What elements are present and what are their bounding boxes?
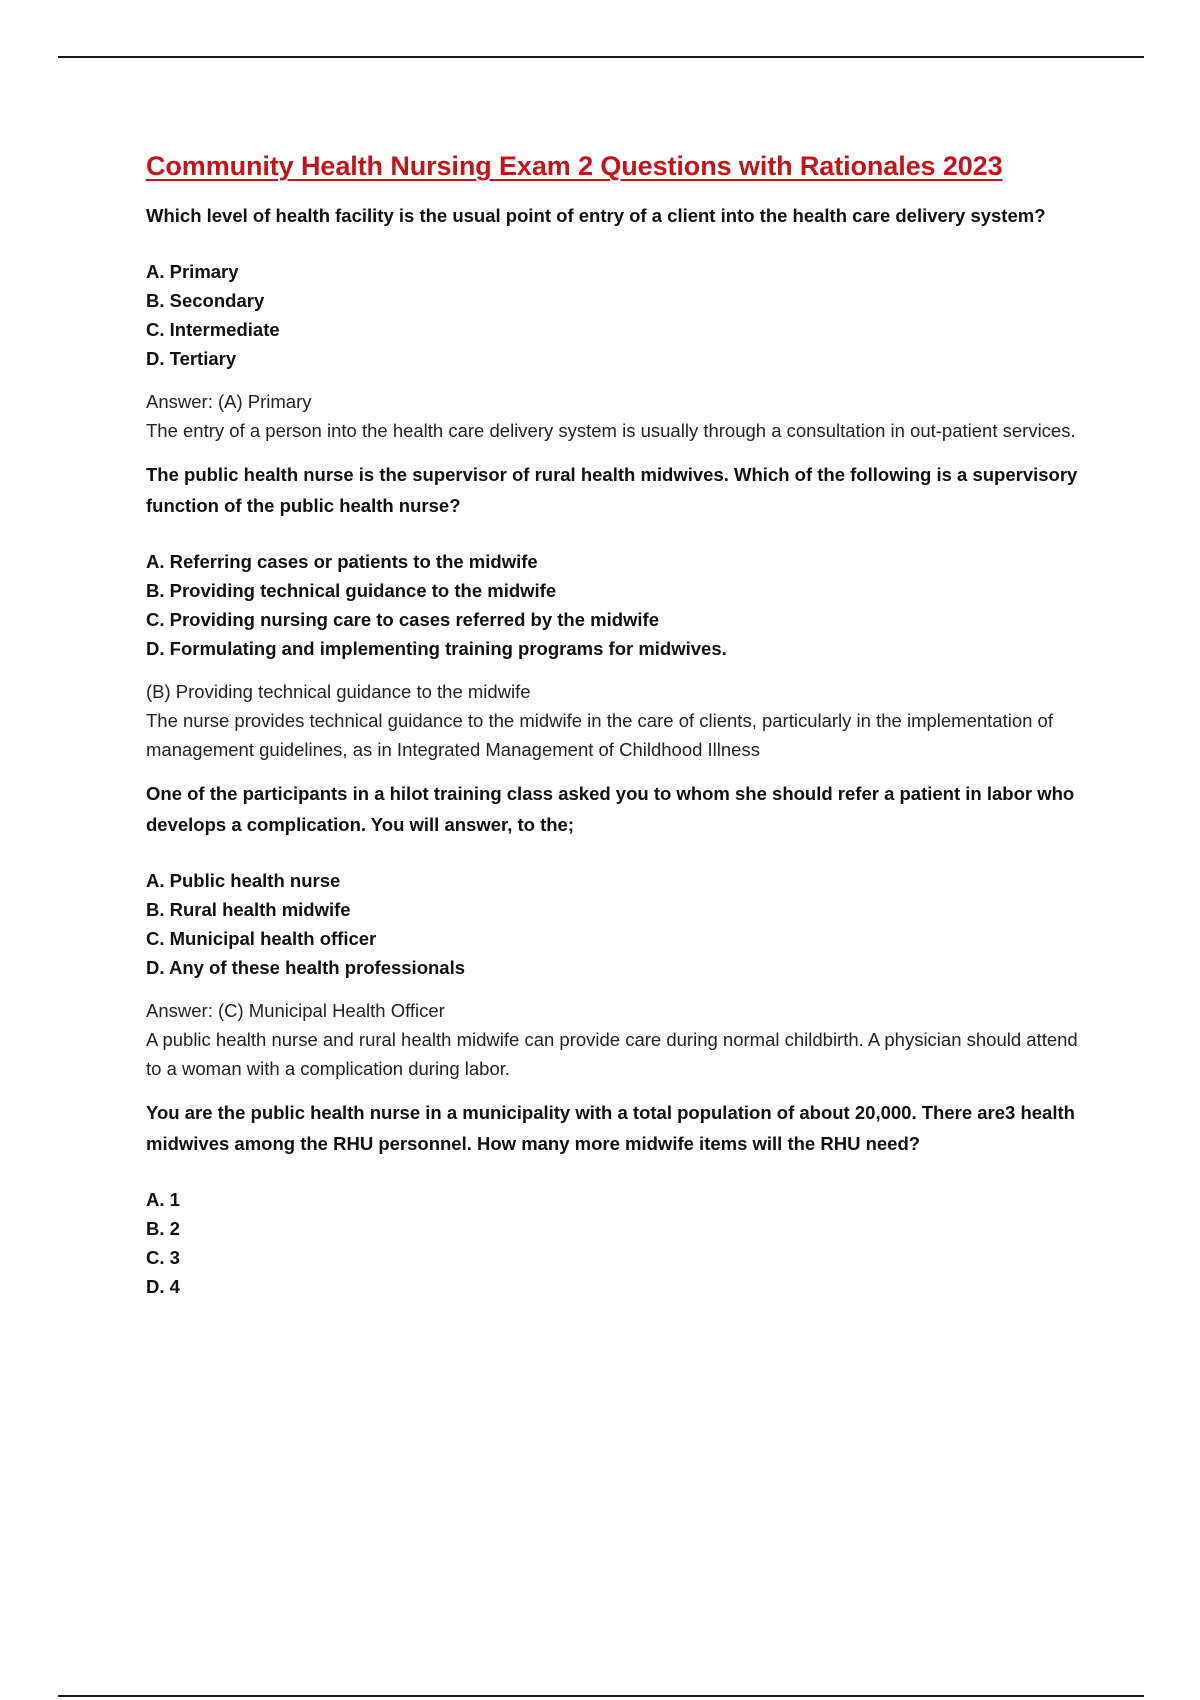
option-item: A. Referring cases or patients to the midwife (146, 551, 538, 572)
option-item: A. Primary (146, 261, 239, 282)
answer-section (146, 677, 1086, 764)
question-block (146, 1097, 1086, 1301)
option-item: C. 3 (146, 1247, 180, 1268)
options-list (146, 866, 1086, 982)
question-text: Which level of health facility is the usual point of entry of a client into the health care delivery system? (146, 205, 1046, 226)
document-title: Community Health Nursing Exam 2 Questions with Rationales 2023 (146, 151, 1003, 181)
option-item: D. Tertiary (146, 348, 237, 369)
question-block (146, 200, 1086, 445)
option-item: C. Providing nursing care to cases referred by the midwife (146, 609, 660, 630)
option-item: B. 2 (146, 1218, 180, 1239)
answer-line: Answer: (C) Municipal Health Officer (146, 1000, 445, 1021)
answer-line: Answer: (A) Primary (146, 391, 312, 412)
option-item: A. 1 (146, 1189, 180, 1210)
document-body (146, 146, 1086, 1315)
answer-section (146, 387, 1086, 445)
option-item: D. Formulating and implementing training programs for midwives. (146, 638, 727, 659)
options-list (146, 257, 1086, 373)
question-text: You are the public health nurse in a municipality with a total population of about 20,000. There are3 health midwives among the RHU personnel. How many more midwife items will the RHU need? (146, 1102, 1075, 1154)
answer-line: (B) Providing technical guidance to the midwife (146, 681, 531, 702)
question-block (146, 778, 1086, 1083)
option-item: B. Secondary (146, 290, 265, 311)
rationale-text: The nurse provides technical guidance to the midwife in the care of clients, particularly in the implementation of management guidelines, as in Integrated Management of Childhood Illness (146, 710, 1053, 760)
option-item: B. Providing technical guidance to the midwife (146, 580, 557, 601)
options-list (146, 547, 1086, 663)
option-item: A. Public health nurse (146, 870, 341, 891)
option-item: C. Municipal health officer (146, 928, 377, 949)
option-item: C. Intermediate (146, 319, 280, 340)
options-list (146, 1185, 1086, 1301)
bottom-rule (58, 1695, 1144, 1697)
top-rule (58, 56, 1144, 58)
question-block (146, 459, 1086, 764)
question-text: One of the participants in a hilot training class asked you to whom she should refer a patient in labor who develops a complication. You will answer, to the; (146, 783, 1075, 835)
rationale-text: A public health nurse and rural health midwife can provide care during normal childbirth. A physician should attend to a woman with a complication during labor. (146, 1029, 1078, 1079)
option-item: D. Any of these health professionals (146, 957, 466, 978)
rationale-text: The entry of a person into the health care delivery system is usually through a consultation in out-patient services. (146, 420, 1076, 441)
question-text: The public health nurse is the supervisor of rural health midwives. Which of the following is a supervisory function of the public health nurse? (146, 464, 1078, 516)
option-item: D. 4 (146, 1276, 180, 1297)
answer-section (146, 996, 1086, 1083)
option-item: B. Rural health midwife (146, 899, 351, 920)
